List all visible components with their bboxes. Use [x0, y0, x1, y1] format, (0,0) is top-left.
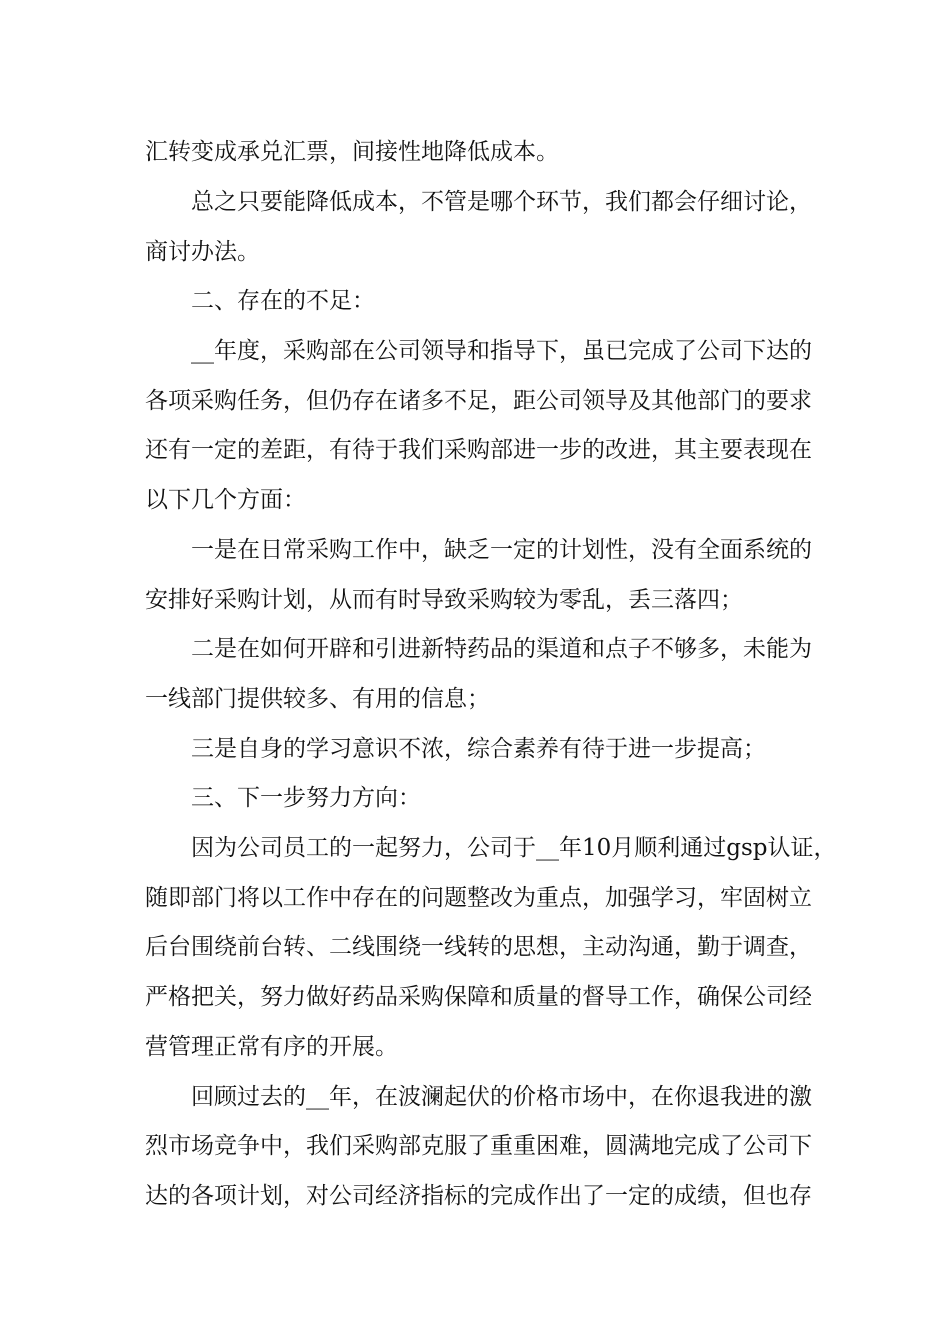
text-line: __年度，采购部在公司领导和指导下，虽已完成了公司下达的	[145, 338, 812, 364]
text-line: 因为公司员工的一起努力，公司于__年10月顺利通过gsp认证，	[145, 835, 837, 861]
section-heading: 三、下一步努力方向：	[145, 785, 421, 811]
text-line: 各项采购任务，但仍存在诸多不足，距公司领导及其他部门的要求	[145, 388, 812, 414]
text-line: 后台围绕前台转、二线围绕一线转的思想，主动沟通，勤于调查，	[145, 934, 812, 960]
text-line: 严格把关，努力做好药品采购保障和质量的督导工作，确保公司经	[145, 984, 812, 1010]
text-line: 一是在日常采购工作中，缺乏一定的计划性，没有全面系统的	[145, 537, 812, 563]
text-line: 营管理正常有序的开展。	[145, 1034, 398, 1060]
section-heading: 二、存在的不足：	[145, 288, 375, 314]
text-line: 一线部门提供较多、有用的信息；	[145, 686, 490, 712]
text-line: 安排好采购计划，从而有时导致采购较为零乱，丢三落四；	[145, 587, 743, 613]
text-line: 商讨办法。	[145, 239, 260, 265]
text-line: 汇转变成承兑汇票，间接性地降低成本。	[145, 139, 559, 165]
text-line: 随即部门将以工作中存在的问题整改为重点，加强学习，牢固树立	[145, 885, 812, 911]
text-line: 三是自身的学习意识不浓，综合素养有待于进一步提高；	[145, 736, 766, 762]
text-line: 达的各项计划，对公司经济指标的完成作出了一定的成绩，但也存	[145, 1183, 812, 1209]
text-line: 二是在如何开辟和引进新特药品的渠道和点子不够多，未能为	[145, 636, 812, 662]
text-line: 以下几个方面：	[145, 487, 306, 513]
text-line: 烈市场竞争中，我们采购部克服了重重困难，圆满地完成了公司下	[145, 1133, 812, 1159]
text-line: 总之只要能降低成本，不管是哪个环节，我们都会仔细讨论，	[145, 189, 812, 215]
text-line: 回顾过去的__年，在波澜起伏的价格市场中，在你退我进的激	[145, 1084, 812, 1110]
text-line: 还有一定的差距，有待于我们采购部进一步的改进，其主要表现在	[145, 437, 812, 463]
